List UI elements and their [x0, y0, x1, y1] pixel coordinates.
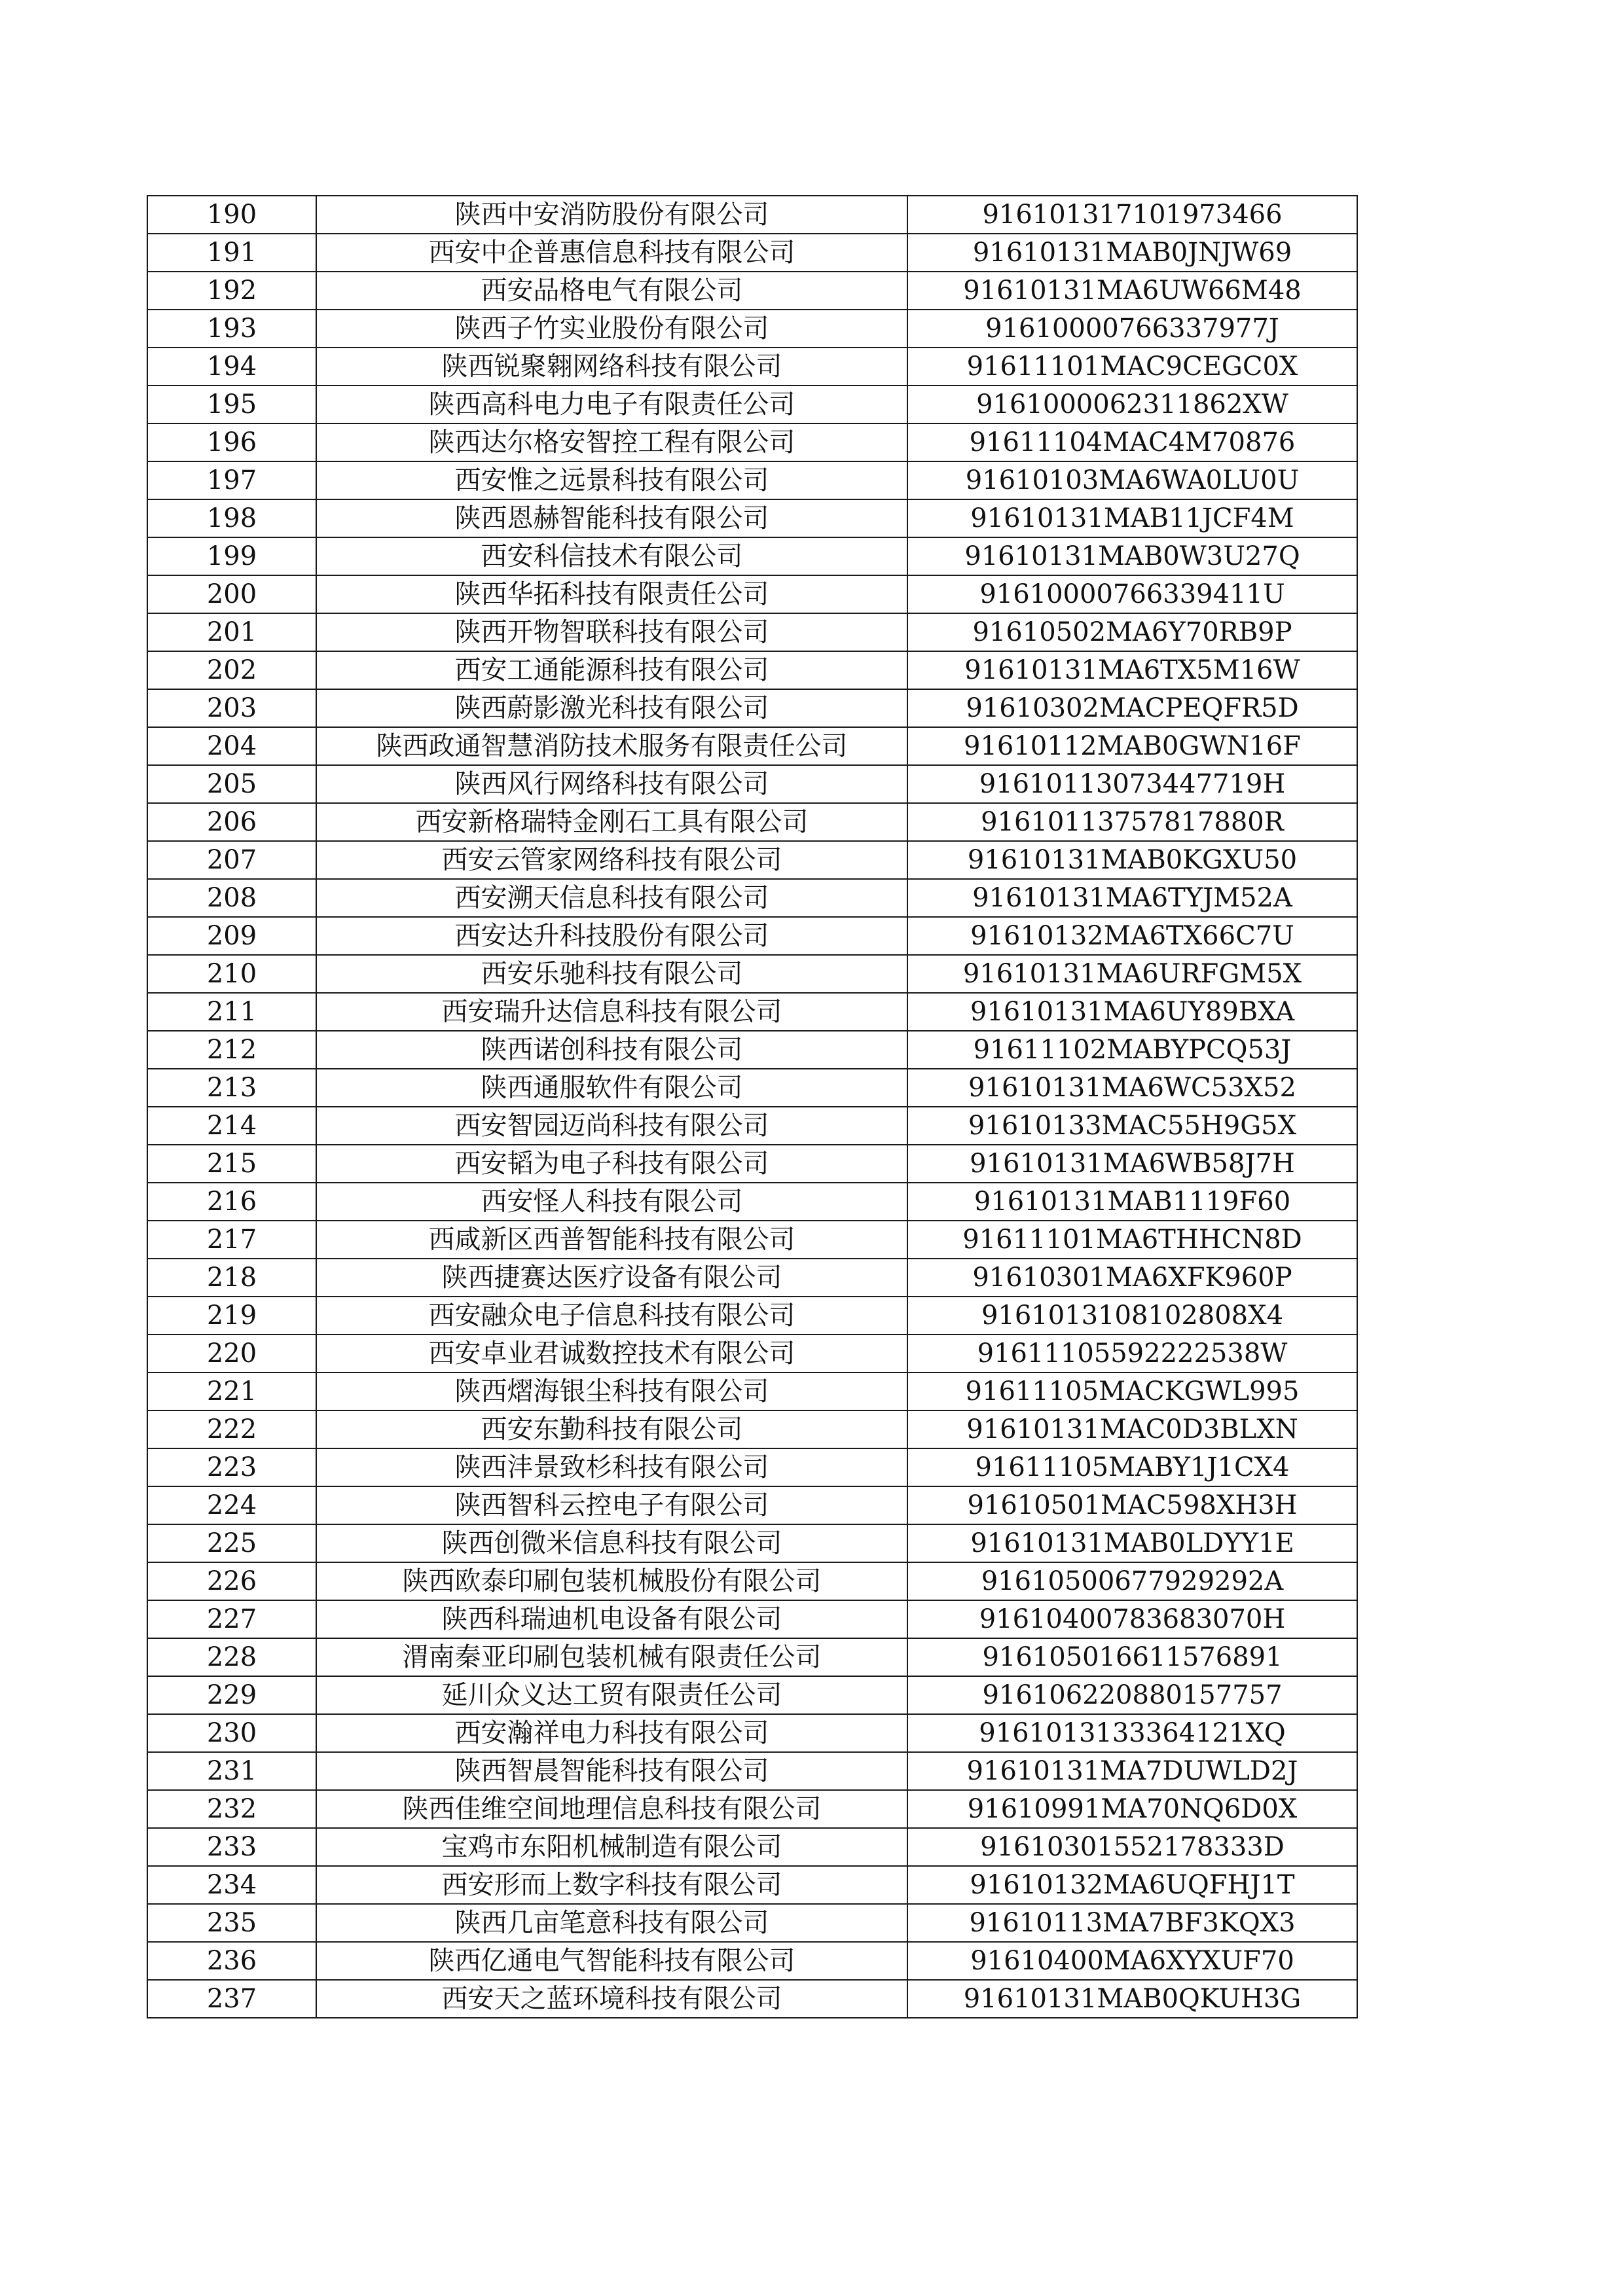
company-name-cell: 西安溯天信息科技有限公司	[316, 879, 907, 917]
credit-code-cell: 91610131MA6URFGM5X	[907, 955, 1357, 993]
row-number-cell: 202	[147, 651, 316, 689]
table-body	[147, 196, 1357, 2018]
company-name-cell: 延川众义达工贸有限责任公司	[316, 1676, 907, 1714]
table-row	[147, 1372, 1357, 1410]
row-number-cell: 220	[147, 1335, 316, 1372]
company-name-cell: 陕西几亩笔意科技有限公司	[316, 1904, 907, 1942]
company-name-cell: 宝鸡市东阳机械制造有限公司	[316, 1828, 907, 1866]
credit-code-cell: 91610131MAB0W3U27Q	[907, 537, 1357, 575]
company-name-cell: 陕西达尔格安智控工程有限公司	[316, 423, 907, 461]
row-number-cell: 201	[147, 613, 316, 651]
company-name-cell: 陕西华拓科技有限责任公司	[316, 575, 907, 613]
credit-code-cell: 91610131MAB1119F60	[907, 1183, 1357, 1221]
credit-code-cell: 91610301552178333D	[907, 1828, 1357, 1866]
credit-code-cell: 9161000062311862XW	[907, 386, 1357, 423]
row-number-cell: 218	[147, 1259, 316, 1297]
company-name-cell: 西安瑞升达信息科技有限公司	[316, 993, 907, 1031]
company-name-cell: 西安品格电气有限公司	[316, 272, 907, 310]
company-name-cell: 西安智园迈尚科技有限公司	[316, 1107, 907, 1145]
table-row	[147, 1335, 1357, 1372]
row-number-cell: 203	[147, 689, 316, 727]
row-number-cell: 231	[147, 1752, 316, 1790]
table-row	[147, 1638, 1357, 1676]
company-name-cell: 陕西沣景致杉科技有限公司	[316, 1448, 907, 1486]
row-number-cell: 233	[147, 1828, 316, 1866]
table-row	[147, 537, 1357, 575]
credit-code-cell: 91610500677929292A	[907, 1562, 1357, 1600]
company-name-cell: 西安科信技术有限公司	[316, 537, 907, 575]
company-name-cell: 陕西风行网络科技有限公司	[316, 765, 907, 803]
row-number-cell: 207	[147, 841, 316, 879]
table-row	[147, 1714, 1357, 1752]
table-row	[147, 1524, 1357, 1562]
row-number-cell: 232	[147, 1790, 316, 1828]
row-number-cell: 226	[147, 1562, 316, 1600]
table-row	[147, 575, 1357, 613]
company-name-cell: 陕西智科云控电子有限公司	[316, 1486, 907, 1524]
company-name-cell: 陕西智晨智能科技有限公司	[316, 1752, 907, 1790]
table-row	[147, 1486, 1357, 1524]
table-row	[147, 1600, 1357, 1638]
table-row	[147, 234, 1357, 272]
table-row	[147, 310, 1357, 348]
row-number-cell: 216	[147, 1183, 316, 1221]
credit-code-cell: 91610132MA6TX66C7U	[907, 917, 1357, 955]
company-name-cell: 西安卓业君诚数控技术有限公司	[316, 1335, 907, 1372]
credit-code-cell: 916101317101973466	[907, 196, 1357, 234]
table-row	[147, 1942, 1357, 1980]
table-row	[147, 1904, 1357, 1942]
row-number-cell: 196	[147, 423, 316, 461]
table-row	[147, 423, 1357, 461]
company-name-cell: 西安东勤科技有限公司	[316, 1410, 907, 1448]
row-number-cell: 209	[147, 917, 316, 955]
company-name-cell: 陕西欧泰印刷包装机械股份有限公司	[316, 1562, 907, 1600]
row-number-cell: 197	[147, 461, 316, 499]
company-name-cell: 陕西政通智慧消防技术服务有限责任公司	[316, 727, 907, 765]
credit-code-cell: 91610000766339411U	[907, 575, 1357, 613]
company-name-cell: 西安工通能源科技有限公司	[316, 651, 907, 689]
row-number-cell: 208	[147, 879, 316, 917]
credit-code-cell: 91610501MAC598XH3H	[907, 1486, 1357, 1524]
row-number-cell: 229	[147, 1676, 316, 1714]
credit-code-cell: 91610131MA6WC53X52	[907, 1069, 1357, 1107]
credit-code-cell: 91610131MA6TYJM52A	[907, 879, 1357, 917]
table-row	[147, 955, 1357, 993]
credit-code-cell: 91610131MAB0KGXU50	[907, 841, 1357, 879]
row-number-cell: 214	[147, 1107, 316, 1145]
credit-code-cell: 91610131MAB0LDYY1E	[907, 1524, 1357, 1562]
row-number-cell: 204	[147, 727, 316, 765]
credit-code-cell: 91610400MA6XYXUF70	[907, 1942, 1357, 1980]
credit-code-cell: 91610131MA6UY89BXA	[907, 993, 1357, 1031]
table-row	[147, 841, 1357, 879]
company-name-cell: 渭南秦亚印刷包装机械有限责任公司	[316, 1638, 907, 1676]
company-table	[147, 195, 1358, 2018]
credit-code-cell: 91610301MA6XFK960P	[907, 1259, 1357, 1297]
row-number-cell: 219	[147, 1297, 316, 1335]
row-number-cell: 235	[147, 1904, 316, 1942]
table-row	[147, 1069, 1357, 1107]
credit-code-cell: 91611105592222538W	[907, 1335, 1357, 1372]
table-row	[147, 1410, 1357, 1448]
company-name-cell: 陕西锐聚翱网络科技有限公司	[316, 348, 907, 386]
table-row	[147, 1790, 1357, 1828]
credit-code-cell: 91610991MA70NQ6D0X	[907, 1790, 1357, 1828]
credit-code-cell: 91610000766337977J	[907, 310, 1357, 348]
row-number-cell: 192	[147, 272, 316, 310]
credit-code-cell: 91611101MA6THHCN8D	[907, 1221, 1357, 1259]
row-number-cell: 205	[147, 765, 316, 803]
company-name-cell: 西安天之蓝环境科技有限公司	[316, 1980, 907, 2018]
table-row	[147, 348, 1357, 386]
table-row	[147, 765, 1357, 803]
table-row	[147, 803, 1357, 841]
row-number-cell: 224	[147, 1486, 316, 1524]
company-name-cell: 西安新格瑞特金刚石工具有限公司	[316, 803, 907, 841]
row-number-cell: 194	[147, 348, 316, 386]
table-row	[147, 879, 1357, 917]
table-row	[147, 1752, 1357, 1790]
credit-code-cell: 91610133MAC55H9G5X	[907, 1107, 1357, 1145]
row-number-cell: 215	[147, 1145, 316, 1183]
table-row	[147, 499, 1357, 537]
company-name-cell: 西安云管家网络科技有限公司	[316, 841, 907, 879]
credit-code-cell: 916106220880157757	[907, 1676, 1357, 1714]
table-row	[147, 1259, 1357, 1297]
company-name-cell: 西安中企普惠信息科技有限公司	[316, 234, 907, 272]
credit-code-cell: 91611104MAC4M70876	[907, 423, 1357, 461]
company-name-cell: 陕西科瑞迪机电设备有限公司	[316, 1600, 907, 1638]
company-name-cell: 陕西亿通电气智能科技有限公司	[316, 1942, 907, 1980]
credit-code-cell: 91610113073447719H	[907, 765, 1357, 803]
credit-code-cell: 91610112MAB0GWN16F	[907, 727, 1357, 765]
company-name-cell: 陕西创微米信息科技有限公司	[316, 1524, 907, 1562]
credit-code-cell: 91610103MA6WA0LU0U	[907, 461, 1357, 499]
table-row	[147, 651, 1357, 689]
credit-code-cell: 91610502MA6Y70RB9P	[907, 613, 1357, 651]
credit-code-cell: 91610302MACPEQFR5D	[907, 689, 1357, 727]
company-name-cell: 陕西子竹实业股份有限公司	[316, 310, 907, 348]
credit-code-cell: 91610113MA7BF3KQX3	[907, 1904, 1357, 1942]
table-row	[147, 1031, 1357, 1069]
row-number-cell: 198	[147, 499, 316, 537]
row-number-cell: 210	[147, 955, 316, 993]
row-number-cell: 191	[147, 234, 316, 272]
company-name-cell: 西安乐驰科技有限公司	[316, 955, 907, 993]
row-number-cell: 195	[147, 386, 316, 423]
row-number-cell: 228	[147, 1638, 316, 1676]
table-row	[147, 1221, 1357, 1259]
company-name-cell: 陕西中安消防股份有限公司	[316, 196, 907, 234]
row-number-cell: 193	[147, 310, 316, 348]
table-row	[147, 196, 1357, 234]
company-name-cell: 陕西佳维空间地理信息科技有限公司	[316, 1790, 907, 1828]
credit-code-cell: 91610131MAB0QKUH3G	[907, 1980, 1357, 2018]
table-row	[147, 461, 1357, 499]
table-row	[147, 613, 1357, 651]
credit-code-cell: 91610131MA7DUWLD2J	[907, 1752, 1357, 1790]
company-name-cell: 西安韬为电子科技有限公司	[316, 1145, 907, 1183]
credit-code-cell: 9161013108102808X4	[907, 1297, 1357, 1335]
company-name-cell: 西安瀚祥电力科技有限公司	[316, 1714, 907, 1752]
credit-code-cell: 91610400783683070H	[907, 1600, 1357, 1638]
company-name-cell: 陕西通服软件有限公司	[316, 1069, 907, 1107]
table-row	[147, 917, 1357, 955]
row-number-cell: 212	[147, 1031, 316, 1069]
company-name-cell: 西安惟之远景科技有限公司	[316, 461, 907, 499]
company-name-cell: 陕西高科电力电子有限责任公司	[316, 386, 907, 423]
company-name-cell: 陕西开物智联科技有限公司	[316, 613, 907, 651]
credit-code-cell: 91611105MABY1J1CX4	[907, 1448, 1357, 1486]
row-number-cell: 221	[147, 1372, 316, 1410]
table-row	[147, 1297, 1357, 1335]
credit-code-cell: 91610131MAB0JNJW69	[907, 234, 1357, 272]
credit-code-cell: 9161013133364121XQ	[907, 1714, 1357, 1752]
company-name-cell: 陕西蔚影激光科技有限公司	[316, 689, 907, 727]
table-row	[147, 1448, 1357, 1486]
table-row	[147, 1562, 1357, 1600]
credit-code-cell: 916105016611576891	[907, 1638, 1357, 1676]
row-number-cell: 237	[147, 1980, 316, 2018]
company-name-cell: 西安形而上数字科技有限公司	[316, 1866, 907, 1904]
credit-code-cell: 91611101MAC9CEGC0X	[907, 348, 1357, 386]
company-name-cell: 陕西诺创科技有限公司	[316, 1031, 907, 1069]
table-row	[147, 1183, 1357, 1221]
row-number-cell: 222	[147, 1410, 316, 1448]
row-number-cell: 234	[147, 1866, 316, 1904]
row-number-cell: 236	[147, 1942, 316, 1980]
table-row	[147, 1107, 1357, 1145]
row-number-cell: 199	[147, 537, 316, 575]
row-number-cell: 200	[147, 575, 316, 613]
row-number-cell: 227	[147, 1600, 316, 1638]
table-row	[147, 386, 1357, 423]
company-name-cell: 西安达升科技股份有限公司	[316, 917, 907, 955]
credit-code-cell: 91610131MAB11JCF4M	[907, 499, 1357, 537]
company-name-cell: 陕西恩赫智能科技有限公司	[316, 499, 907, 537]
table-row	[147, 993, 1357, 1031]
credit-code-cell: 91611102MABYPCQ53J	[907, 1031, 1357, 1069]
company-name-cell: 西安融众电子信息科技有限公司	[316, 1297, 907, 1335]
row-number-cell: 206	[147, 803, 316, 841]
row-number-cell: 225	[147, 1524, 316, 1562]
company-name-cell: 陕西熠海银尘科技有限公司	[316, 1372, 907, 1410]
credit-code-cell: 91610131MA6WB58J7H	[907, 1145, 1357, 1183]
table-row	[147, 689, 1357, 727]
credit-code-cell: 91610113757817880R	[907, 803, 1357, 841]
table-row	[147, 1980, 1357, 2018]
row-number-cell: 211	[147, 993, 316, 1031]
credit-code-cell: 91610131MA6UW66M48	[907, 272, 1357, 310]
credit-code-cell: 91610131MAC0D3BLXN	[907, 1410, 1357, 1448]
row-number-cell: 230	[147, 1714, 316, 1752]
table-row	[147, 1676, 1357, 1714]
table-row	[147, 1145, 1357, 1183]
table-row	[147, 272, 1357, 310]
row-number-cell: 213	[147, 1069, 316, 1107]
table-row	[147, 1828, 1357, 1866]
row-number-cell: 223	[147, 1448, 316, 1486]
company-name-cell: 西咸新区西普智能科技有限公司	[316, 1221, 907, 1259]
table-row	[147, 1866, 1357, 1904]
company-name-cell: 西安怪人科技有限公司	[316, 1183, 907, 1221]
row-number-cell: 190	[147, 196, 316, 234]
company-name-cell: 陕西捷赛达医疗设备有限公司	[316, 1259, 907, 1297]
row-number-cell: 217	[147, 1221, 316, 1259]
table-row	[147, 727, 1357, 765]
credit-code-cell: 91610132MA6UQFHJ1T	[907, 1866, 1357, 1904]
credit-code-cell: 91610131MA6TX5M16W	[907, 651, 1357, 689]
credit-code-cell: 91611105MACKGWL995	[907, 1372, 1357, 1410]
